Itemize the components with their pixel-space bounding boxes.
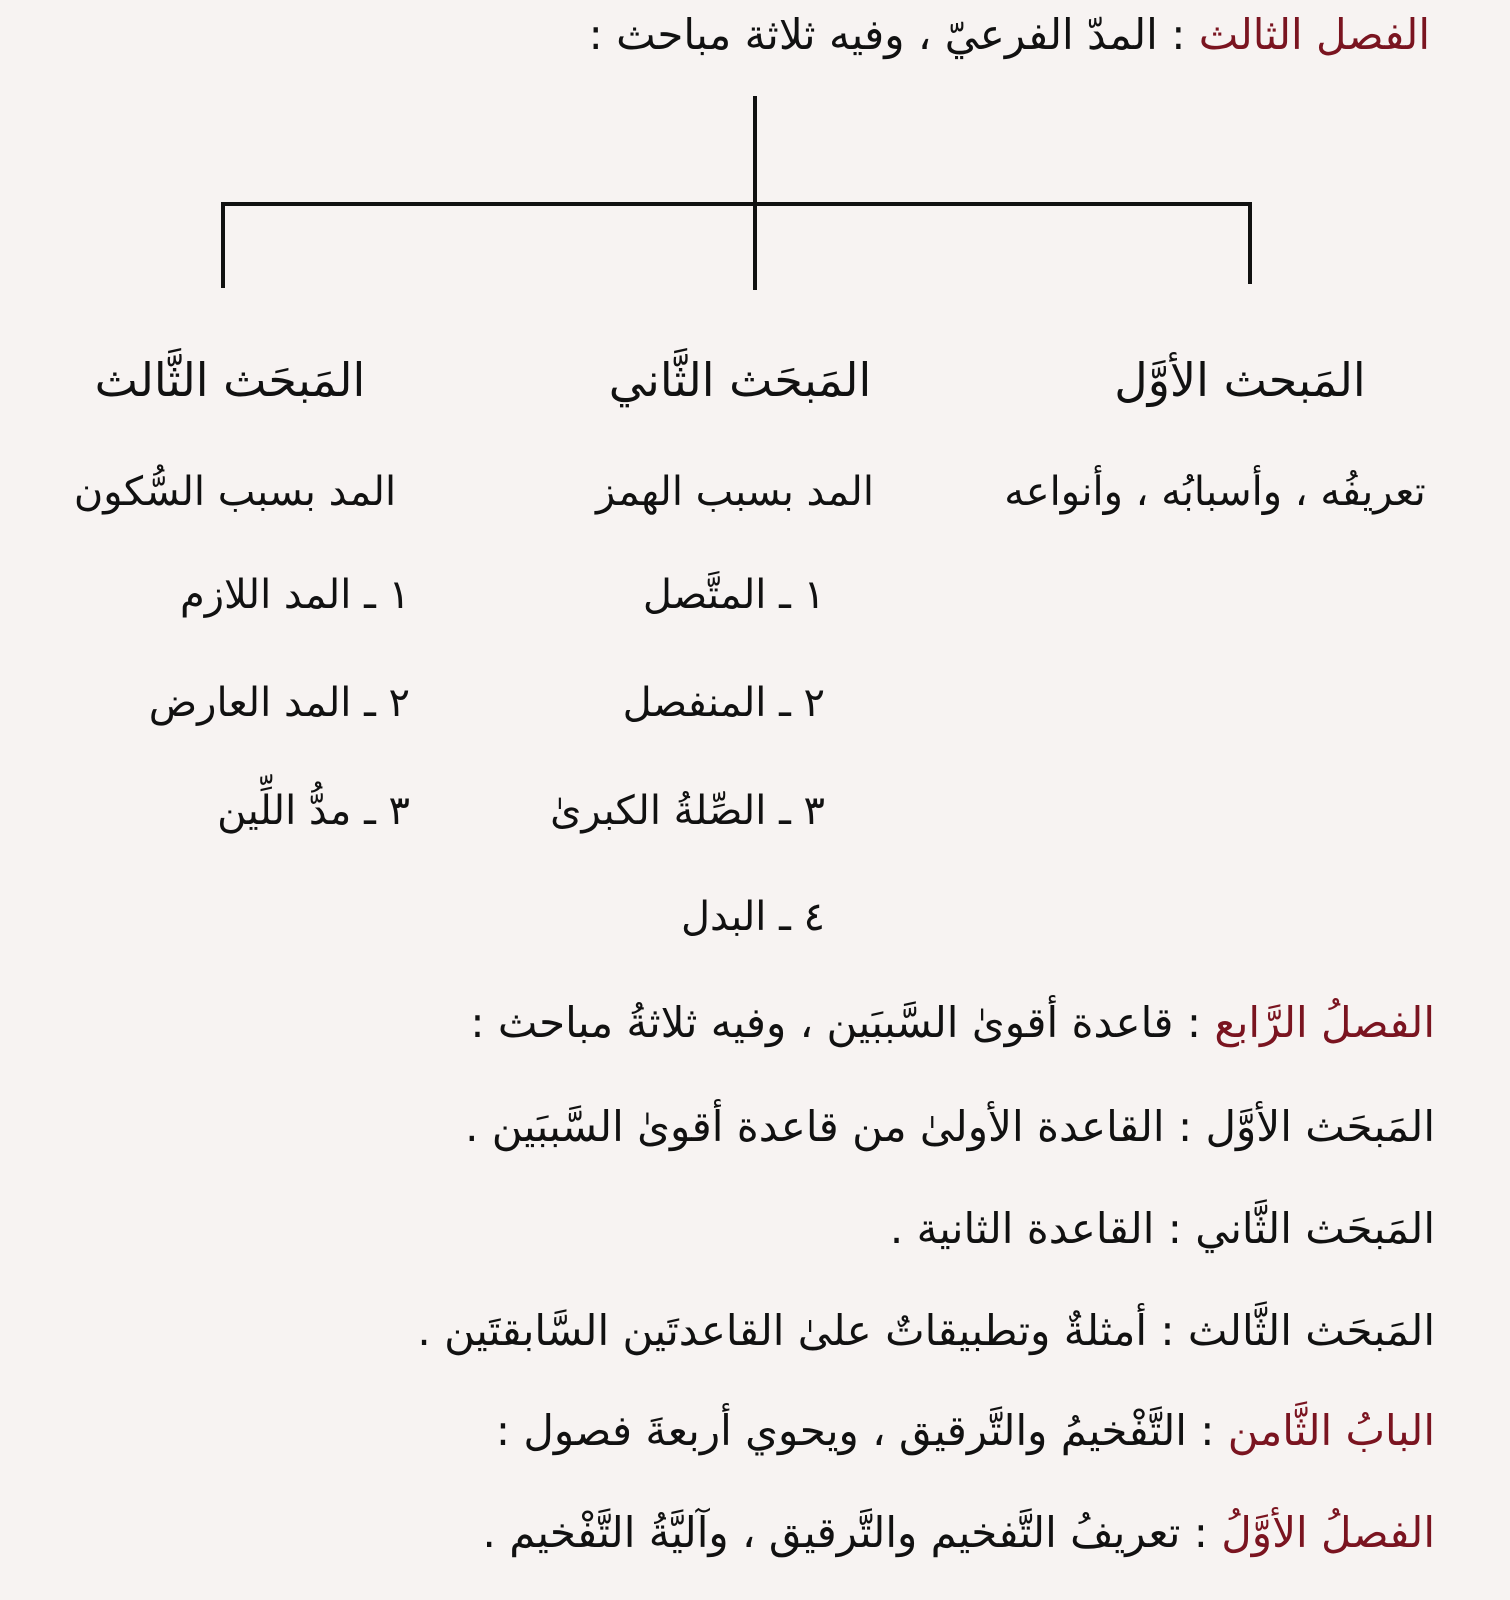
chapter-4-section-3: المَبحَث الثَّالث : أمثلةٌ وتطبيقاتٌ علىٰ القاعدتَين السَّابقتَين .: [417, 1306, 1435, 1355]
branch-2-item: ٤ ـ البدل: [680, 894, 825, 940]
branch-2-item: ٢ ـ المنفصل: [622, 680, 825, 726]
part-8-chapter-1-label: الفصلُ الأوَّلُ: [1221, 1508, 1435, 1557]
chapter-4-label: الفصلُ الرَّابع: [1214, 998, 1435, 1047]
branch-2-item: ٣ ـ الصِّلةُ الكبرىٰ: [550, 788, 825, 834]
branch-3-item: ٣ ـ مدُّ اللِّين: [217, 788, 410, 834]
branch-2-subtitle: المد بسبب الهمز: [596, 469, 874, 515]
chapter-4-title: : قاعدة أقوىٰ السَّببَين ، وفيه ثلاثةُ مباحث :: [470, 998, 1201, 1047]
branch-1-heading: المَبحث الأوَّل: [1114, 353, 1366, 407]
part-8-title: : التَّفْخيمُ والتَّرقيق ، ويحوي أربعةَ فصول :: [495, 1406, 1215, 1455]
chapter-3-title: : المدّ الفرعيّ ، وفيه ثلاثة مباحث :: [588, 10, 1186, 59]
part-8-chapter-1: [483, 1504, 1435, 1562]
branch-3-heading: المَبحَث الثَّالث: [94, 353, 366, 407]
part-8-chapter-1-title: : تعريفُ التَّفخيم والتَّرقيق ، وآليَّةُ التَّفْخيم .: [482, 1508, 1208, 1557]
branch-3-subtitle: المد بسبب السُّكون: [73, 469, 397, 515]
tree-connector: [0, 0, 1510, 300]
chapter-4-heading: [470, 994, 1435, 1052]
branch-3-item: ٢ ـ المد العارض: [148, 680, 410, 726]
branch-2-heading: المَبحَث الثَّاني: [608, 353, 872, 407]
chapter-4-section-2: المَبحَث الثَّاني : القاعدة الثانية .: [889, 1204, 1435, 1253]
branch-3-item: ١ ـ المد اللازم: [179, 572, 410, 618]
branch-2-item: ١ ـ المتَّصل: [642, 572, 825, 618]
part-8-label: البابُ الثَّامن: [1227, 1406, 1435, 1455]
branch-1-subtitle: تعريفُه ، وأسبابُه ، وأنواعه: [1004, 469, 1426, 515]
chapter-3-label: الفصل الثالث: [1198, 10, 1430, 59]
part-8-heading: [496, 1402, 1435, 1460]
chapter-4-section-1: المَبحَث الأوَّل : القاعدة الأولىٰ من قاعدة أقوىٰ السَّببَين .: [465, 1102, 1435, 1151]
